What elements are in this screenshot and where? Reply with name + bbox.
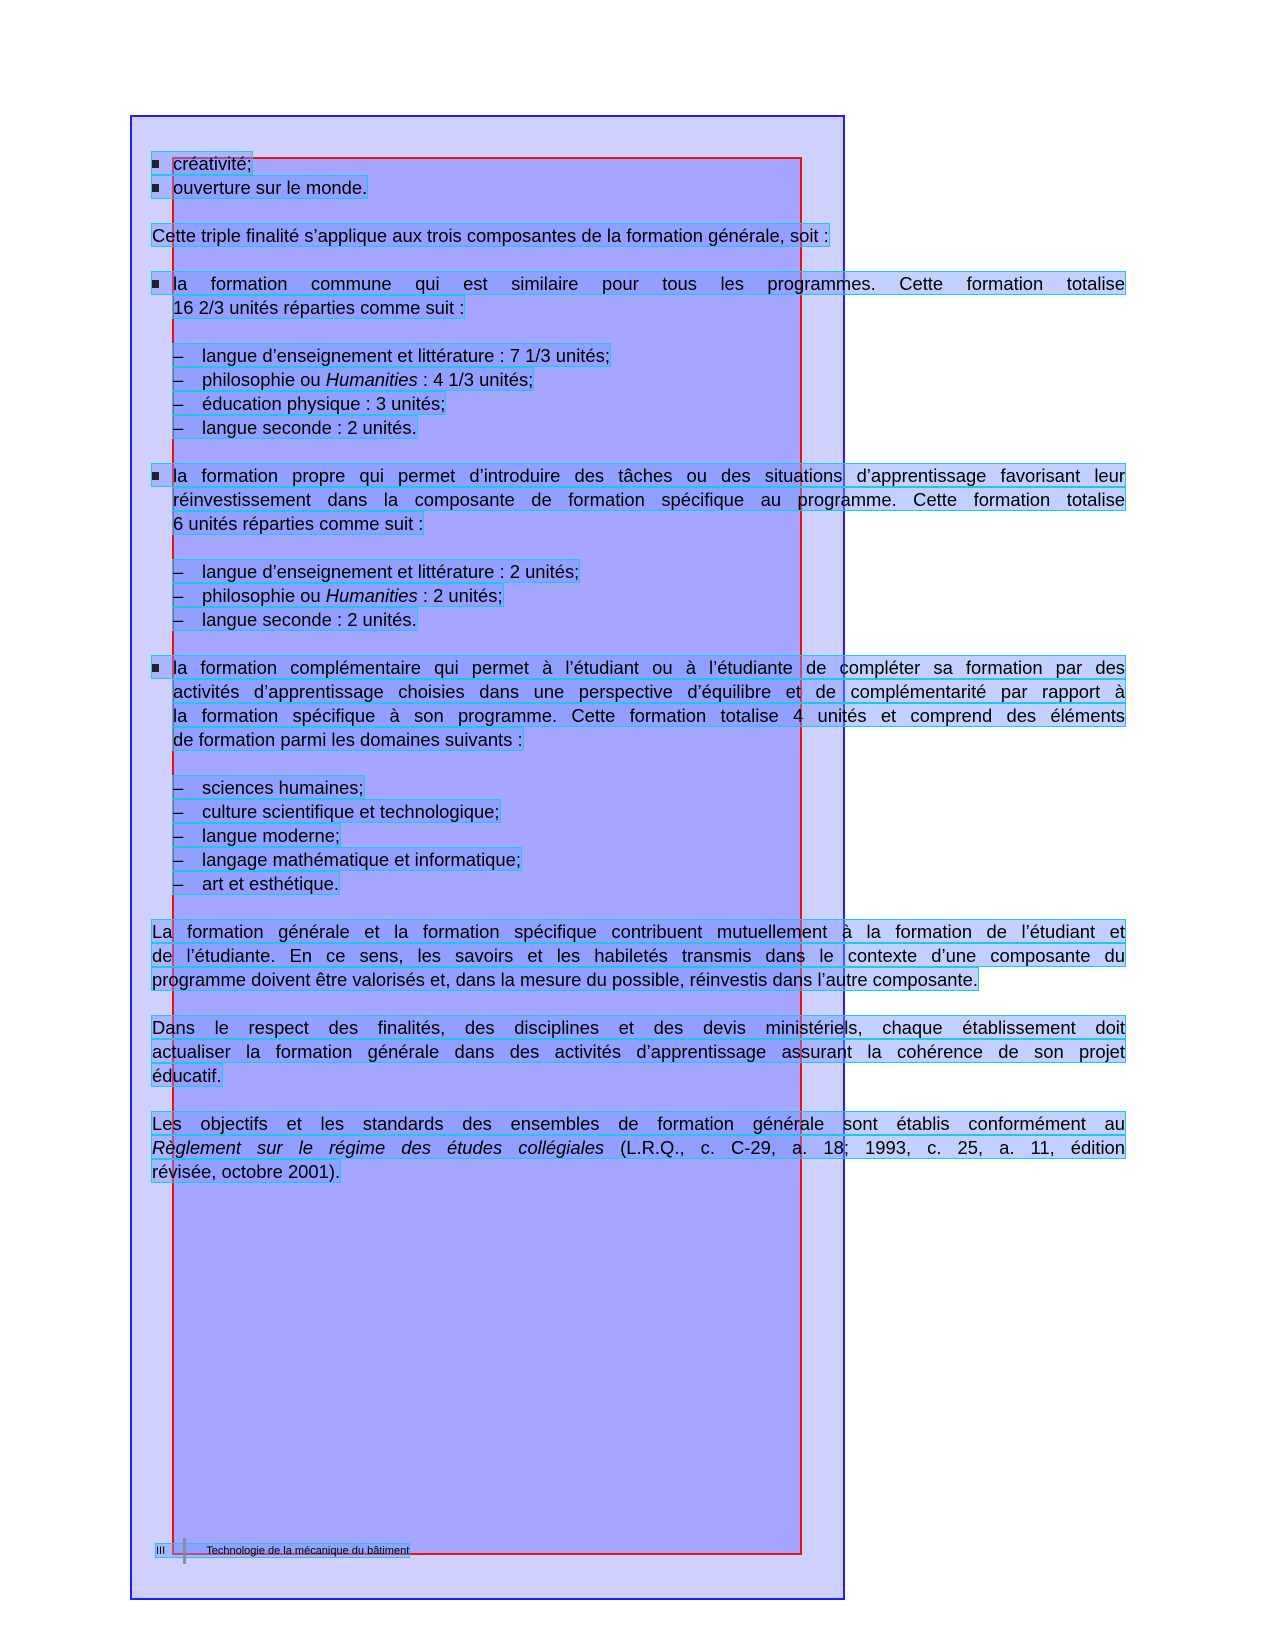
paragraph-line: la formation propre qui permet d’introduire des tâches ou des situations d’apprentissage favorisant leur: [152, 464, 1125, 486]
paragraph-line: 6 unités réparties comme suit :: [173, 513, 424, 534]
sub-list-item: – culture scientifique et technologique;: [173, 801, 500, 822]
footer-separator: [183, 1538, 186, 1564]
sub-list-item: – philosophie ou Humanities : 2 unités;: [173, 585, 503, 606]
paragraph-line: révisée, octobre 2001).: [152, 1161, 341, 1182]
bullet-icon: [152, 280, 159, 288]
paragraph-line: éducatif.: [152, 1065, 222, 1086]
bullet-icon: [152, 664, 159, 672]
paragraph-line: la formation spécifique à son programme. Cette formation totalise 4 unités et comprend des éléments: [173, 705, 1125, 726]
paragraph-line: 16 2/3 unités réparties comme suit :: [173, 297, 465, 318]
paragraph-line: de l’étudiante. En ce sens, les savoirs et les habiletés transmis dans le contexte d’une composante du: [152, 945, 1125, 966]
paragraph-line: la formation commune qui est similaire pour tous les programmes. Cette formation totalise: [152, 272, 1125, 294]
paragraph-line: réinvestissement dans la composante de formation spécifique au programme. Cette formation totalise: [173, 489, 1125, 510]
paragraph-line: Règlement sur le régime des études collégiales (L.R.Q., c. C-29, a. 18; 1993, c. 25, a. 11, édition: [152, 1137, 1125, 1158]
sub-list-item: – art et esthétique.: [173, 873, 339, 894]
list-item: [152, 656, 1125, 680]
sub-list-item: – langage mathématique et informatique;: [173, 849, 521, 870]
sub-list-item: – sciences humaines;: [173, 777, 364, 798]
paragraph-line: activités d’apprentissage choisies dans une perspective d’équilibre et de complémentarité par rapport à: [173, 681, 1125, 702]
footer-title: Technologie de la mécanique du bâtiment: [206, 1545, 410, 1557]
intro-text: Cette triple finalité s’applique aux trois composantes de la formation générale, soit :: [152, 225, 829, 246]
list-item: [152, 152, 1125, 176]
paragraph-line: actualiser la formation générale dans des activités d’apprentissage assurant la cohérence de son projet: [152, 1041, 1125, 1062]
sub-list-item: – langue d’enseignement et littérature : 2 unités;: [173, 561, 580, 582]
sub-list-item: – philosophie ou Humanities : 4 1/3 unités;: [173, 369, 534, 390]
list-item: [152, 176, 1125, 200]
paragraph-line: la formation complémentaire qui permet à l’étudiant ou à l’étudiante de compléter sa formation par des: [152, 656, 1125, 678]
page-footer: [156, 1544, 409, 1558]
paragraph-line: programme doivent être valorisés et, dans la mesure du possible, réinvestis dans l’autre composante.: [152, 969, 978, 990]
bullet-icon: [152, 160, 159, 168]
sub-list-item: – éducation physique : 3 unités;: [173, 393, 446, 414]
paragraph-line: La formation générale et la formation spécifique contribuent mutuellement à la formation de l’étudiant et: [152, 921, 1125, 942]
sub-list-item: – langue seconde : 2 unités.: [173, 417, 417, 438]
bullet-text: créativité;: [152, 152, 252, 174]
paragraph-line: de formation parmi les domaines suivants :: [173, 729, 523, 750]
sub-list-item: – langue moderne;: [173, 825, 341, 846]
paragraph-line: Les objectifs et les standards des ensembles de formation générale sont établis conformément au: [152, 1113, 1125, 1134]
sub-list-item: – langue seconde : 2 unités.: [173, 609, 417, 630]
sub-list-item: – langue d’enseignement et littérature : 7 1/3 unités;: [173, 345, 610, 366]
page-number: III: [156, 1545, 166, 1557]
list-item: [152, 464, 1125, 488]
bullet-icon: [152, 184, 159, 192]
paragraph-line: Dans le respect des finalités, des disciplines et des devis ministériels, chaque établissement doit: [152, 1017, 1125, 1038]
bullet-icon: [152, 472, 159, 480]
list-item: [152, 272, 1125, 296]
document-body: [152, 152, 1125, 1184]
bullet-text: ouverture sur le monde.: [152, 176, 367, 198]
